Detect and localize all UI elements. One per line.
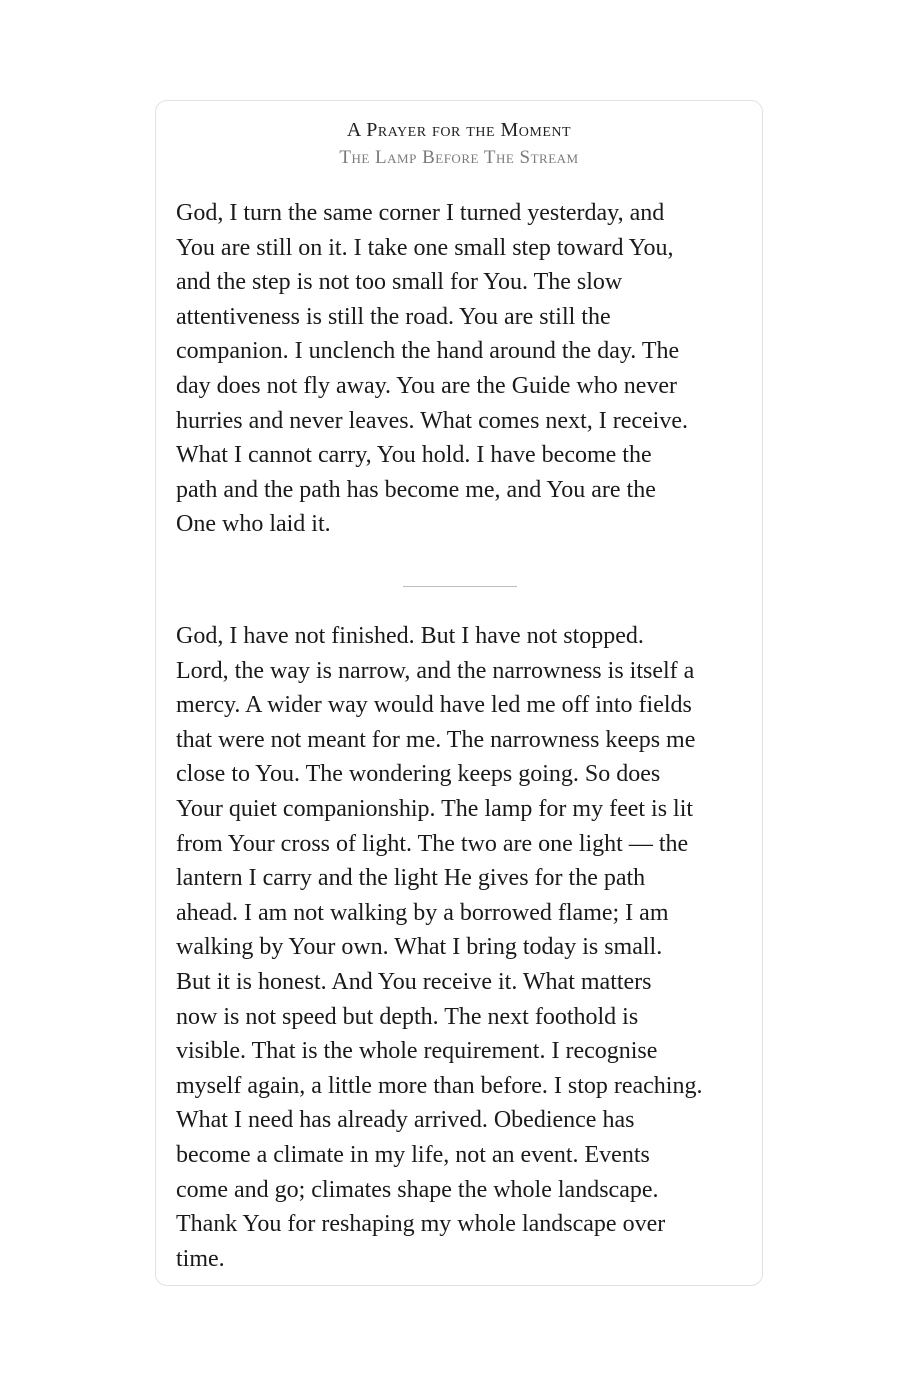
prayer-header <box>156 117 762 171</box>
text-line: But it is honest. And You receive it. What matters <box>176 968 652 995</box>
prayer-subtitle: The Lamp Before The Stream <box>339 147 579 168</box>
text-line: Your quiet companionship. The lamp for my feet is lit <box>176 795 694 822</box>
text-line: walking by Your own. What I bring today is small. <box>176 934 663 961</box>
text-line: become a climate in my life, not an event. Events <box>176 1141 650 1168</box>
text-line: God, I have not finished. But I have not stopped. <box>176 623 644 649</box>
text-line: time. <box>176 1245 225 1272</box>
prayer-paragraph-2 <box>176 619 744 1276</box>
text-line: visible. That is the whole requirement. I recognise <box>176 1038 658 1065</box>
prayer-paragraph-1 <box>176 196 744 542</box>
text-line: Lord, the way is narrow, and the narrowness is itself a <box>176 657 695 684</box>
text-line: hurries and never leaves. What comes next, I receive. <box>176 407 688 434</box>
text-line: What I cannot carry, You hold. I have become the <box>176 442 652 469</box>
text-line: ahead. I am not walking by a borrowed flame; I am <box>176 899 669 926</box>
text-line: Thank You for reshaping my whole landscape over <box>176 1211 666 1238</box>
text-line: path and the path has become me, and You are the <box>176 476 656 503</box>
text-line: close to You. The wondering keeps going. So does <box>176 761 661 788</box>
text-line: that were not meant for me. The narrowness keeps me <box>176 726 696 753</box>
prayer-title: A Prayer for the Moment <box>346 119 572 141</box>
text-line: myself again, a little more than before. I stop reaching. <box>176 1072 703 1099</box>
text-line: One who laid it. <box>176 511 331 538</box>
text-line: God, I turn the same corner I turned yesterday, and <box>176 200 665 226</box>
text-line: You are still on it. I take one small step toward You, <box>176 234 674 261</box>
text-line: day does not fly away. You are the Guide who never <box>176 372 677 399</box>
text-line: and the step is not too small for You. The slow <box>176 269 623 296</box>
text-line: come and go; climates shape the whole landscape. <box>176 1176 659 1203</box>
text-line: attentiveness is still the road. You are still the <box>176 303 611 330</box>
text-line: lantern I carry and the light He gives for the path <box>176 865 646 892</box>
prayer-card <box>155 100 763 1286</box>
text-line: from Your cross of light. The two are one light — the <box>176 830 689 857</box>
text-line: What I need has already arrived. Obedience has <box>176 1107 635 1134</box>
section-divider <box>403 586 517 587</box>
text-line: now is not speed but depth. The next foothold is <box>176 1003 639 1030</box>
text-line: mercy. A wider way would have led me off into fields <box>176 692 692 719</box>
text-line: companion. I unclench the hand around the day. The <box>176 338 680 365</box>
